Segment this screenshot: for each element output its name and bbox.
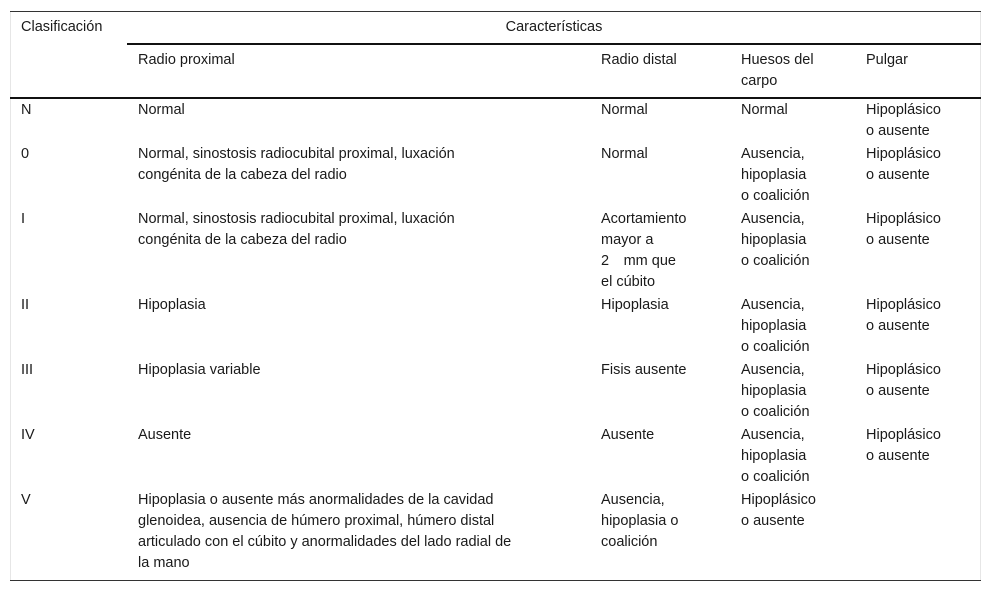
cell-radio-proximal-row-2-line-1: congénita de la cabeza del radio: [138, 232, 347, 248]
cell-huesos-carpo-row-4-line-2: o coalición: [741, 404, 810, 420]
cell-pulgar-row-1-line-1: o ausente: [866, 167, 930, 183]
cell-radio-proximal-row-1-line-0: Normal, sinostosis radiocubital proximal, luxación: [138, 146, 455, 162]
cell-radio-proximal-row-5-line-0: Ausente: [138, 427, 192, 443]
cell-huesos-carpo-row-3-line-2: o coalición: [741, 339, 810, 355]
cell-clasificacion-row-0-line-0: N: [21, 102, 32, 118]
header-pulgar: Pulgar: [866, 52, 908, 68]
cell-huesos-carpo-row-2-line-2: o coalición: [741, 253, 810, 269]
cell-radio-distal-row-2-line-3: el cúbito: [601, 274, 656, 290]
cell-huesos-carpo-row-1-line-1: hipoplasia: [741, 167, 807, 183]
bottom-rule: [10, 580, 981, 581]
header-bottom-rule: [10, 97, 981, 99]
cell-clasificacion-row-1-line-0: 0: [21, 146, 30, 162]
cell-huesos-carpo-row-4-line-0: Ausencia,: [741, 362, 805, 378]
cell-pulgar-row-1-line-0: Hipoplásico: [866, 146, 941, 162]
cell-radio-proximal-row-6-line-3: la mano: [138, 555, 190, 571]
cell-radio-proximal-row-3-line-0: Hipoplasia: [138, 297, 206, 313]
cell-huesos-carpo-row-6-line-0: Hipoplásico: [741, 492, 816, 508]
cell-huesos-carpo-row-6-line-1: o ausente: [741, 513, 805, 529]
header-huesos-carpo-line1: Huesos del: [741, 52, 814, 68]
cell-radio-distal-row-6-line-1: hipoplasia o: [601, 513, 679, 529]
cell-radio-proximal-row-0-line-0: Normal: [138, 102, 185, 118]
cell-huesos-carpo-row-2-line-1: hipoplasia: [741, 232, 807, 248]
header-clasificacion: Clasificación: [21, 19, 103, 35]
cell-huesos-carpo-row-0-line-0: Normal: [741, 102, 788, 118]
cell-radio-proximal-row-1-line-1: congénita de la cabeza del radio: [138, 167, 347, 183]
cell-pulgar-row-0-line-0: Hipoplásico: [866, 102, 941, 118]
header-huesos-carpo-line2: carpo: [741, 73, 778, 89]
cell-clasificacion-row-5-line-0: IV: [21, 427, 35, 443]
cell-pulgar-row-2-line-1: o ausente: [866, 232, 930, 248]
cell-radio-proximal-row-6-line-2: articulado con el cúbito y anormalidades del lado radial de: [138, 534, 512, 550]
cell-radio-distal-row-1-line-0: Normal: [601, 146, 648, 162]
cell-radio-distal-row-6-line-0: Ausencia,: [601, 492, 665, 508]
cell-radio-distal-row-2-line-0: Acortamiento: [601, 211, 687, 227]
cell-clasificacion-row-4-line-0: III: [21, 362, 34, 378]
cell-huesos-carpo-row-5-line-1: hipoplasia: [741, 448, 807, 464]
cell-clasificacion-row-3-line-0: II: [21, 297, 30, 313]
cell-radio-proximal-row-6-line-0: Hipoplasia o ausente más anormalidades de la cavidad: [138, 492, 494, 508]
cell-radio-proximal-row-6-line-1: glenoidea, ausencia de húmero proximal, húmero distal: [138, 513, 495, 529]
cell-pulgar-row-3-line-1: o ausente: [866, 318, 930, 334]
top-rule: [10, 11, 981, 12]
cell-pulgar-row-4-line-1: o ausente: [866, 383, 930, 399]
cell-huesos-carpo-row-3-line-0: Ausencia,: [741, 297, 805, 313]
cell-radio-distal-row-2-line-2: 2 mm que: [601, 253, 676, 269]
cell-pulgar-row-3-line-0: Hipoplásico: [866, 297, 941, 313]
cell-huesos-carpo-row-2-line-0: Ausencia,: [741, 211, 805, 227]
cell-pulgar-row-5-line-1: o ausente: [866, 448, 930, 464]
cell-clasificacion-row-6-line-0: V: [21, 492, 31, 508]
cell-radio-distal-row-0-line-0: Normal: [601, 102, 648, 118]
cell-huesos-carpo-row-1-line-2: o coalición: [741, 188, 810, 204]
cell-pulgar-row-2-line-0: Hipoplásico: [866, 211, 941, 227]
header-radio-proximal: Radio proximal: [138, 52, 235, 68]
cell-radio-proximal-row-2-line-0: Normal, sinostosis radiocubital proximal, luxación: [138, 211, 455, 227]
cell-pulgar-row-4-line-0: Hipoplásico: [866, 362, 941, 378]
cell-radio-distal-row-6-line-2: coalición: [601, 534, 658, 550]
cell-pulgar-row-5-line-0: Hipoplásico: [866, 427, 941, 443]
cell-huesos-carpo-row-4-line-1: hipoplasia: [741, 383, 807, 399]
cell-radio-distal-row-2-line-1: mayor a: [601, 232, 654, 248]
cell-huesos-carpo-row-5-line-0: Ausencia,: [741, 427, 805, 443]
cell-radio-distal-row-3-line-0: Hipoplasia: [601, 297, 669, 313]
caracteristicas-underline: [127, 43, 981, 45]
cell-huesos-carpo-row-5-line-2: o coalición: [741, 469, 810, 485]
cell-radio-proximal-row-4-line-0: Hipoplasia variable: [138, 362, 261, 378]
cell-huesos-carpo-row-1-line-0: Ausencia,: [741, 146, 805, 162]
cell-huesos-carpo-row-3-line-1: hipoplasia: [741, 318, 807, 334]
cell-clasificacion-row-2-line-0: I: [21, 211, 26, 227]
header-caracteristicas: Características: [505, 19, 603, 35]
cell-radio-distal-row-5-line-0: Ausente: [601, 427, 655, 443]
cell-pulgar-row-0-line-1: o ausente: [866, 123, 930, 139]
header-radio-distal: Radio distal: [601, 52, 677, 68]
cell-radio-distal-row-4-line-0: Fisis ausente: [601, 362, 687, 378]
